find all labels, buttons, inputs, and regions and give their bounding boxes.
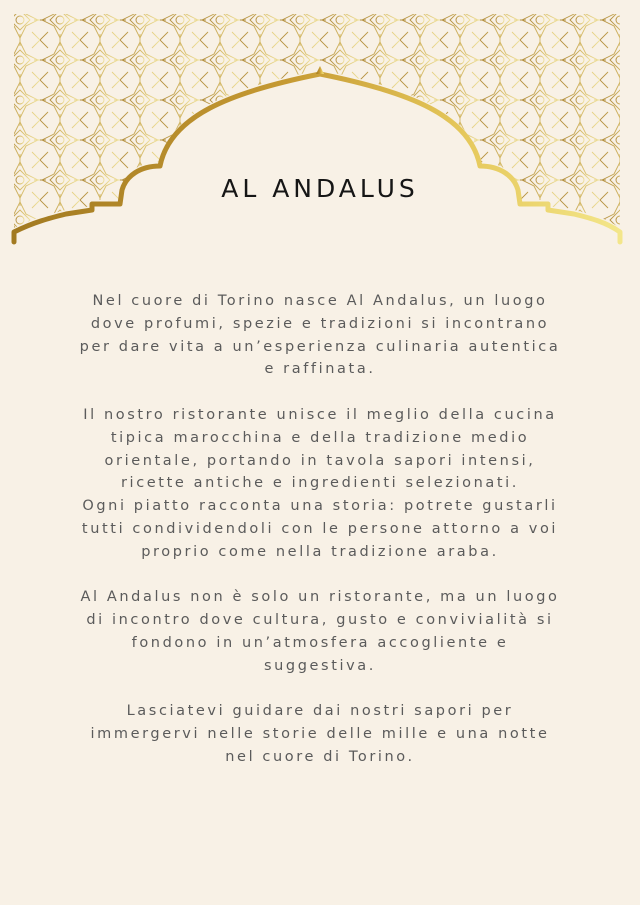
text-line: per dare vita a un’esperienza culinaria autentica <box>79 338 561 355</box>
text-line: nel cuore di Torino. <box>225 748 415 765</box>
text-line: immergervi nelle storie delle mille e una notte <box>90 726 550 743</box>
text-line: fondono in un’atmosfera accogliente e <box>131 634 509 651</box>
text-line: di incontro dove cultura, gusto e convivialità si <box>86 612 554 629</box>
text-line: Lasciatevi guidare dai nostri sapori per <box>126 703 514 720</box>
arabesque-arch-ornament <box>0 0 640 250</box>
text-line: tipica marocchina e della tradizione medio <box>110 429 530 446</box>
text-line: ricette antiche e ingredienti selezionati. <box>121 475 519 492</box>
description-text <box>40 290 600 792</box>
paragraph-1 <box>40 290 600 381</box>
geometric-pattern <box>0 0 640 250</box>
text-line: e raffinata. <box>264 361 376 378</box>
text-line: tutti condividendoli con le persone attorno a voi <box>81 520 559 537</box>
text-line: orientale, portando in tavola sapori intensi, <box>104 452 536 469</box>
text-line: proprio come nella tradizione araba. <box>141 543 499 560</box>
text-line: suggestiva. <box>263 657 377 674</box>
text-line: Al Andalus non è solo un ristorante, ma un luogo <box>80 589 560 606</box>
paragraph-4 <box>40 700 600 768</box>
text-line: Il nostro ristorante unisce il meglio della cucina <box>83 406 557 423</box>
paragraph-2 <box>40 404 600 564</box>
header-ornament <box>0 0 640 250</box>
text-line: Ogni piatto racconta una storia: potrete gustarli <box>82 498 558 515</box>
text-line: dove profumi, spezie e tradizioni si incontrano <box>90 315 550 332</box>
paragraph-3 <box>40 586 600 677</box>
text-line: Nel cuore di Torino nasce Al Andalus, un luogo <box>92 293 548 309</box>
restaurant-title: AL ANDALUS <box>221 174 419 203</box>
